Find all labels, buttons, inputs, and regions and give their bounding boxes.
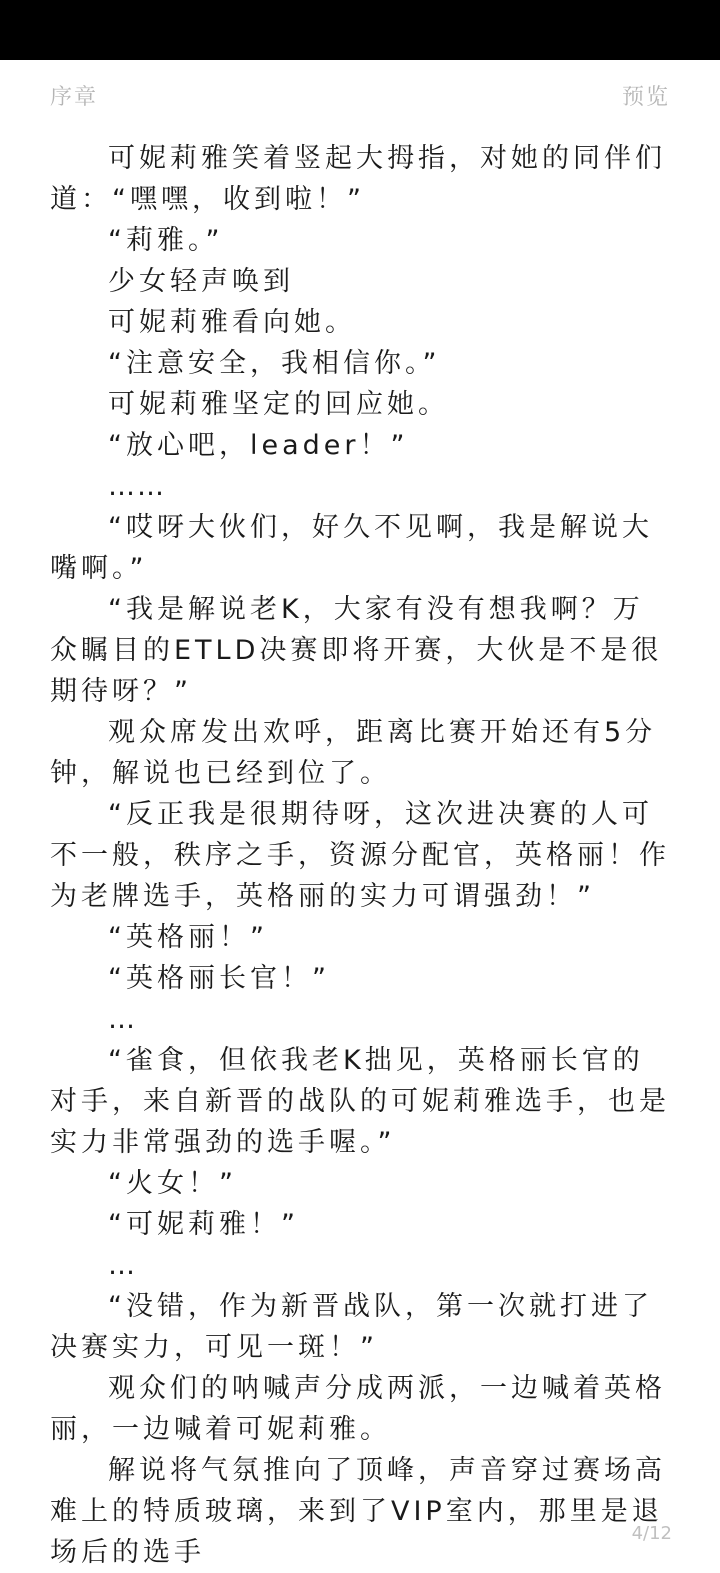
paragraph: “哎呀大伙们，好久不见啊，我是解说大嘴啊。” (50, 512, 653, 584)
paragraph: 解说将气氛推向了顶峰，声音穿过赛场高难上的特质玻璃，来到了VIP室内，那里是退场后的选手 (50, 1455, 666, 1568)
paragraph: … (108, 1004, 137, 1035)
paragraph: 观众席发出欢呼，距离比赛开始还有5分钟，解说也已经到位了。 (50, 717, 657, 789)
chapter-title: 序章 (50, 85, 99, 110)
paragraph: … (108, 1250, 137, 1281)
paragraph: “火女！” (108, 1168, 237, 1199)
paragraph: 可妮莉雅坚定的回应她。 (108, 389, 449, 420)
page-indicator: 4/12 (631, 1523, 672, 1544)
paragraph: “可妮莉雅！” (108, 1209, 299, 1240)
paragraph: “英格丽！” (108, 922, 268, 953)
paragraph: “英格丽长官！” (108, 963, 330, 994)
paragraph: “注意安全，我相信你。” (108, 348, 441, 379)
preview-button[interactable]: 预览 (621, 85, 670, 110)
paragraph: “反正我是很期待呀，这次进决赛的人可不一般，秩序之手，资源分配官，英格丽！作为老牌选手，英格丽的实力可谓强劲！” (50, 799, 670, 912)
paragraph: 少女轻声唤到 (108, 266, 294, 297)
paragraph: …… (108, 471, 166, 502)
paragraph: 可妮莉雅笑着竖起大拇指，对她的同伴们道：“嘿嘿，收到啦！” (50, 143, 666, 215)
paragraph: 可妮莉雅看向她。 (108, 307, 356, 338)
paragraph: “雀食，但依我老K拙见，英格丽长官的对手，来自新晋的战队的可妮莉雅选手，也是实力非常强劲的选手喔。” (50, 1045, 670, 1158)
paragraph: “放心吧，leader！” (108, 430, 409, 461)
paragraph: “我是解说老K，大家有没有想我啊？万众瞩目的ETLD决赛即将开赛，大伙是不是很期待呀？” (50, 594, 663, 707)
reader-header (0, 60, 720, 130)
status-bar (0, 0, 720, 60)
paragraph: “莉雅。” (108, 225, 224, 256)
paragraph: “没错，作为新晋战队，第一次就打进了决赛实力，可见一斑！” (50, 1291, 653, 1363)
paragraph: 观众们的呐喊声分成两派，一边喊着英格丽，一边喊着可妮莉雅。 (50, 1373, 666, 1445)
